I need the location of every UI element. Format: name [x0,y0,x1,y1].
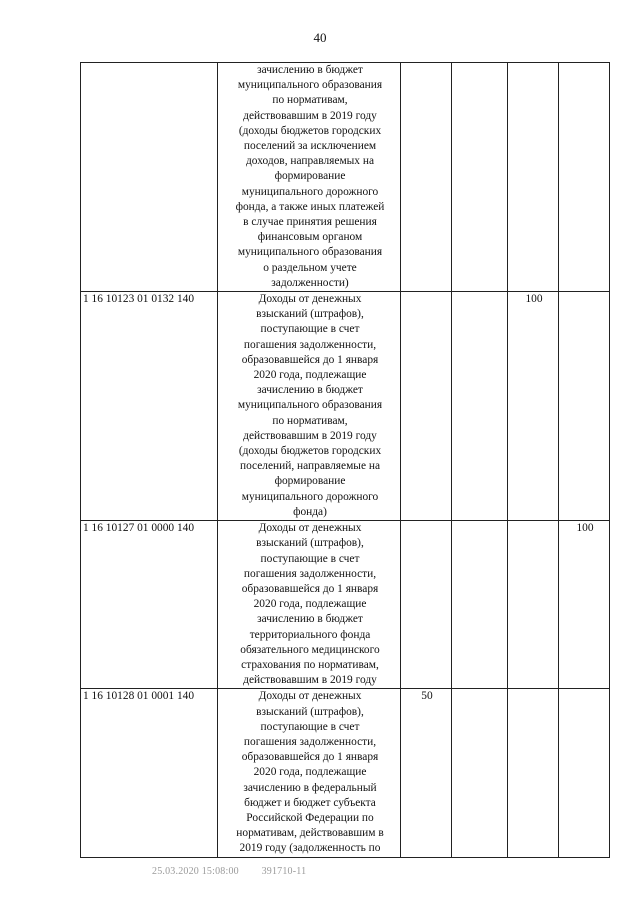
description-line: 2020 года, подлежащие [253,369,367,382]
value-cell-c4 [452,63,508,292]
value-cell-c5: 100 [508,292,559,521]
footer-timestamp: 25.03.2020 15:08:00 [152,866,239,877]
description-line: 2020 года, подлежащие [253,598,367,611]
description-line: муниципального образования [237,399,383,412]
description-cell [218,689,401,857]
value-cell-c4 [452,689,508,857]
description-line: о раздельном учете [263,261,357,274]
description-line: по нормативам, [272,94,348,107]
table-row [81,63,610,292]
description-line: зачислению в федеральный [243,781,377,794]
description-line: погашения задолженности, [243,338,377,351]
description-line: поселений, направляемые на [239,460,381,473]
value-cell-c5 [508,63,559,292]
footer-doc-code: 391710-11 [261,866,307,877]
description-line: образовавшейся до 1 января [241,582,379,595]
budget-code-cell [81,63,218,292]
value-cell-c3 [401,292,452,521]
value-cell-c3 [401,521,452,689]
description-line: (доходы бюджетов городских [238,445,382,458]
value-cell-c6 [559,292,610,521]
description-line: муниципального дорожного [241,490,379,503]
page-number: 40 [313,30,327,45]
value-cell-c3 [401,63,452,292]
table-row [81,521,610,689]
description-line: взысканий (штрафов), [256,705,364,718]
description-line: доходов, направляемых на [245,155,374,168]
description-line: страхования по нормативам, [241,658,379,671]
description-line: Российской Федерации по [246,811,374,824]
description-line: муниципального дорожного [241,185,379,198]
budget-code-cell: 1 16 10123 01 0132 140 [81,292,218,521]
description-line: 2019 году (задолженность по [239,842,381,855]
description-line: Доходы от денежных [258,522,362,535]
description-cell [218,521,401,689]
description-cell [218,292,401,521]
description-line: погашения задолженности, [243,735,377,748]
description-line: (доходы бюджетов городских [238,124,382,137]
value-cell-c4 [452,521,508,689]
description-line: поступающие в счет [260,720,360,733]
description-line: погашения задолженности, [243,567,377,580]
budget-table [80,62,610,858]
description-line: действовавшим в 2019 году [243,109,377,122]
value-cell-c4 [452,292,508,521]
budget-code-cell: 1 16 10128 01 0001 140 [81,689,218,857]
description-line: зачислению в бюджет [257,384,363,397]
description-line: действовавшим в 2019 году [243,429,377,442]
value-cell-c6: 100 [559,521,610,689]
description-line: по нормативам, [272,414,348,427]
description-line: 2020 года, подлежащие [253,766,367,779]
value-cell-c5 [508,521,559,689]
description-line: фонда) [293,505,327,518]
description-line: взысканий (штрафов), [256,537,364,550]
description-line: муниципального образования [237,246,383,259]
description-line: поселений за исключением [243,140,377,153]
description-line: задолженности) [271,276,349,289]
description-line: в случае принятия решения [243,216,377,229]
description-line: фонда, а также иных платежей [235,200,385,213]
table-row [81,689,610,857]
description-line: формирование [274,170,346,183]
description-cell [218,63,401,292]
budget-code-cell: 1 16 10127 01 0000 140 [81,521,218,689]
table-row [81,292,610,521]
description-line: зачислению в бюджет [257,64,363,76]
page-footer [152,866,326,877]
description-line: зачислению в бюджет [257,613,363,626]
value-cell-c6 [559,689,610,857]
description-line: финансовым органом [257,231,363,244]
description-line: формирование [274,475,346,488]
description-line: нормативам, действовавшим в [236,827,384,840]
description-line: поступающие в счет [260,552,360,565]
description-line: муниципального образования [237,79,383,92]
value-cell-c6 [559,63,610,292]
description-line: Доходы от денежных [258,690,362,703]
value-cell-c5 [508,689,559,857]
description-line: обязательного медицинского [240,643,380,656]
description-line: бюджет и бюджет субъекта [244,796,376,809]
value-cell-c3: 50 [401,689,452,857]
description-line: образовавшейся до 1 января [241,353,379,366]
description-line: образовавшейся до 1 января [241,751,379,764]
description-line: территориального фонда [249,628,371,641]
description-line: действовавшим в 2019 году [243,674,377,687]
description-line: Доходы от денежных [258,293,362,306]
description-line: взысканий (штрафов), [256,308,364,321]
description-line: поступающие в счет [260,323,360,336]
